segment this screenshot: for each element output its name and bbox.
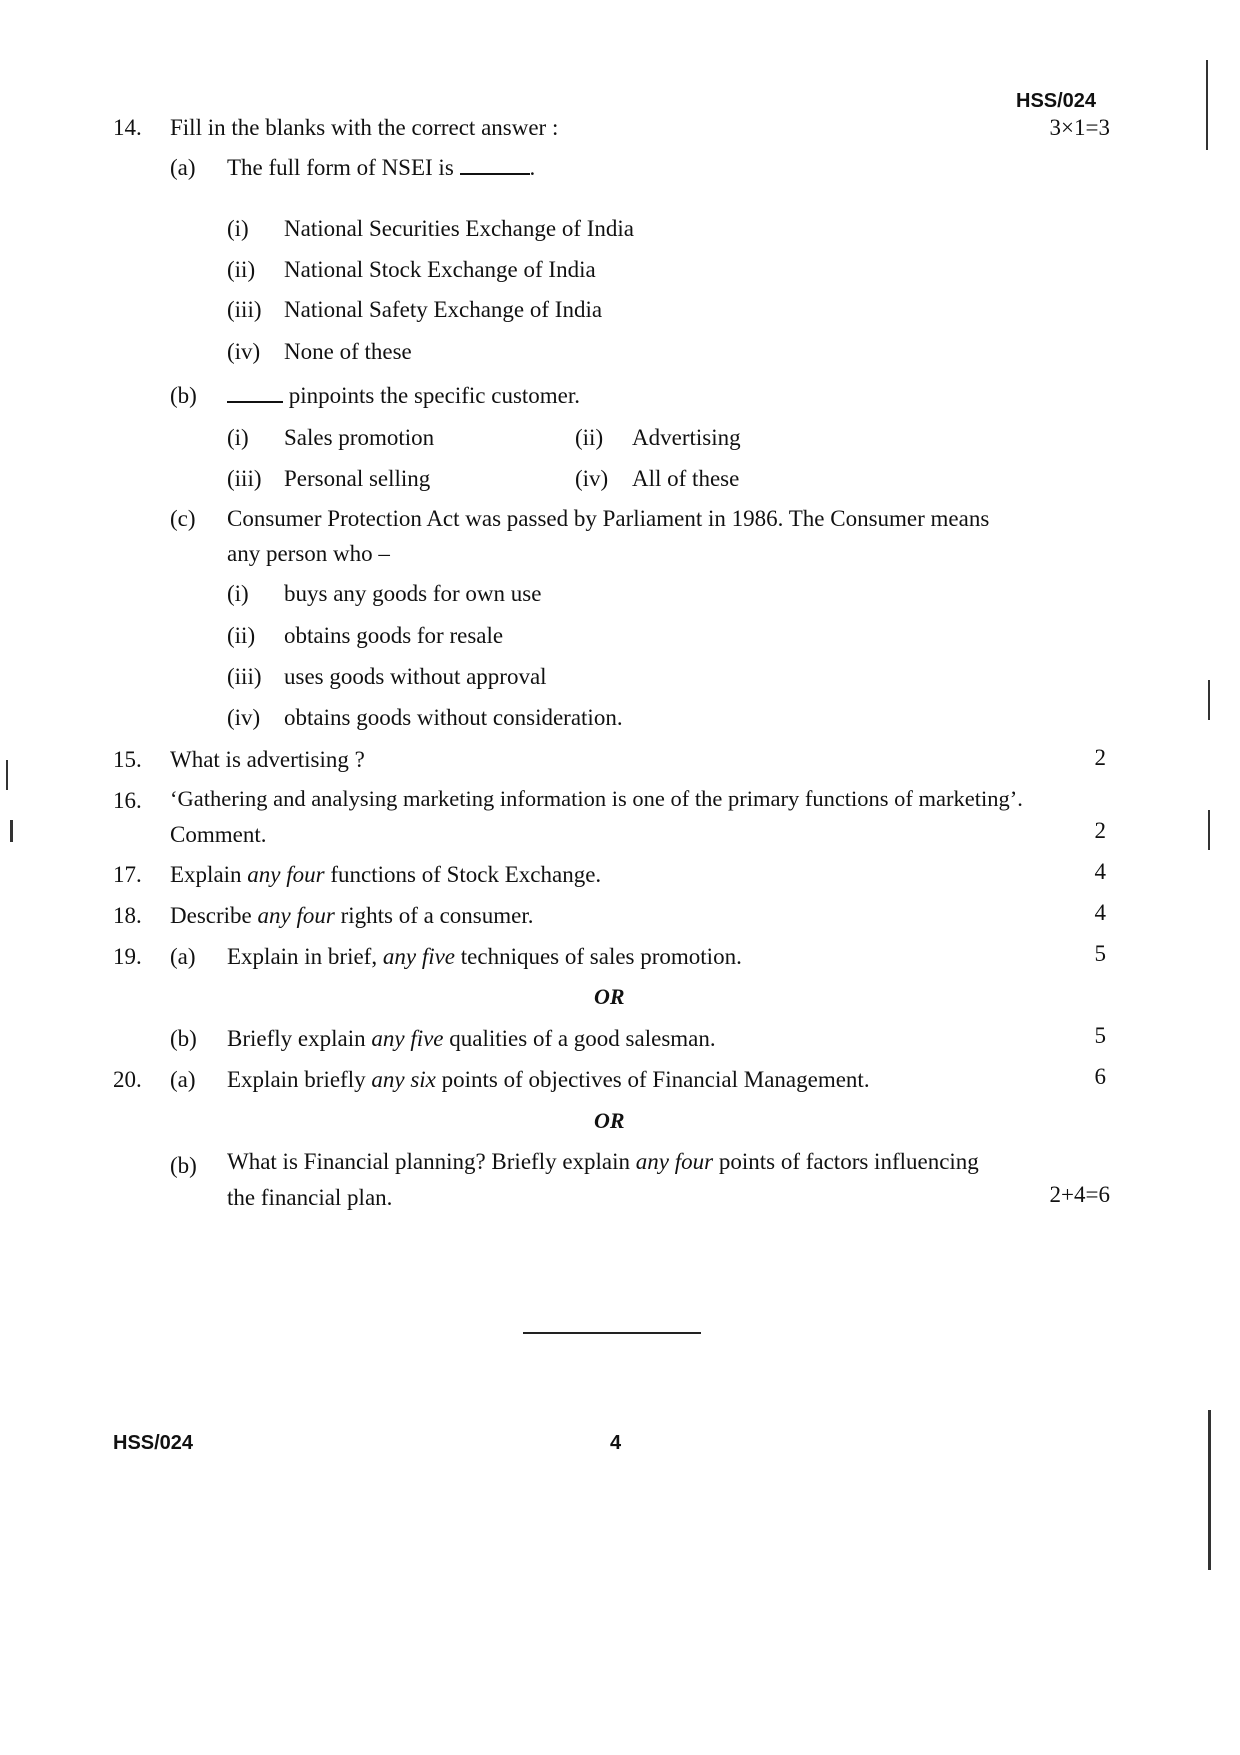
q18-marks: 4 <box>1094 900 1106 925</box>
q20b-text-em: any four <box>635 1149 714 1174</box>
q14c-line2: any person who – <box>227 541 390 566</box>
q14b-opt1-text: Sales promotion <box>284 425 435 450</box>
q19a-text-post: techniques of sales promotion. <box>460 944 742 969</box>
q17-marks: 4 <box>1094 859 1106 884</box>
q14a-opt2-text: National Stock Exchange of India <box>284 257 596 282</box>
q14c-opt1-text: buys any goods for own use <box>284 581 542 606</box>
q15-text: What is advertising ? <box>170 747 365 772</box>
q14c-label: (c) <box>170 506 196 531</box>
q14a-opt4-text: None of these <box>284 339 412 364</box>
q14a-text-after: . <box>529 155 536 180</box>
q14b-label: (b) <box>170 383 197 408</box>
header-paper-code: HSS/024 <box>1016 90 1097 112</box>
q19-number: 19. <box>113 944 142 969</box>
q20b-label: (b) <box>170 1153 197 1178</box>
q19a-marks: 5 <box>1094 941 1106 966</box>
q14a-label: (a) <box>170 155 196 180</box>
q18-number: 18. <box>113 903 142 928</box>
q14c-opt3-text: uses goods without approval <box>284 664 547 689</box>
q14c-opt2-text: obtains goods for resale <box>284 623 504 648</box>
q19b-marks: 5 <box>1094 1023 1106 1048</box>
end-rule <box>523 1332 701 1334</box>
q20b-marks: 2+4=6 <box>1049 1182 1110 1207</box>
q17-text-em: any four <box>247 862 325 887</box>
q17-number: 17. <box>113 862 142 887</box>
q20a-marks: 6 <box>1094 1064 1106 1089</box>
q14c-opt1-label: (i) <box>227 581 249 606</box>
q19a-text-pre: Explain in brief, <box>227 944 378 969</box>
page-number: 4 <box>610 1432 622 1454</box>
q14c-line1: Consumer Protection Act was passed by Parliament in 1986. The Consumer means <box>227 506 990 531</box>
q14c-opt3-label: (iii) <box>227 664 262 689</box>
scan-edge-mark <box>1208 810 1210 850</box>
q19-or: OR <box>594 984 625 1009</box>
q16-line1: ‘Gathering and analysing marketing information is one of the primary functions of marketing’. <box>170 786 1023 811</box>
q16-line2: Comment. <box>170 822 267 847</box>
q17-text-pre: Explain <box>170 862 242 887</box>
q19b-label: (b) <box>170 1026 197 1051</box>
q19b-text-post: qualities of a good salesman. <box>449 1026 716 1051</box>
q14b-opt1-label: (i) <box>227 425 249 450</box>
q17-text <box>170 860 601 890</box>
q14a-opt2-label: (ii) <box>227 257 256 282</box>
footer-paper-code: HSS/024 <box>113 1432 194 1454</box>
q14-marks: 3×1=3 <box>1049 115 1110 140</box>
q14a-opt4-label: (iv) <box>227 339 261 364</box>
scan-edge-mark <box>1208 1410 1211 1570</box>
q20-or: OR <box>594 1108 625 1133</box>
q14c-opt2-label: (ii) <box>227 623 256 648</box>
q14b-text <box>227 381 580 411</box>
q14-text: Fill in the blanks with the correct answer : <box>170 115 559 140</box>
q20a-text-post: points of objectives of Financial Management. <box>441 1067 870 1092</box>
q18-text <box>170 901 533 931</box>
q14b-opt4-text: All of these <box>632 466 740 491</box>
q14b-text-body: pinpoints the specific customer. <box>288 383 581 408</box>
q20a-text <box>227 1065 870 1095</box>
q15-marks: 2 <box>1094 745 1106 770</box>
q16-marks: 2 <box>1094 818 1106 843</box>
q14a-blank <box>460 153 530 175</box>
q14c-opt4-text: obtains goods without consideration. <box>284 705 623 730</box>
q19a-text <box>227 942 742 972</box>
q14b-opt2-text: Advertising <box>632 425 741 450</box>
q20b-text-pre: What is Financial planning? Briefly explain <box>227 1149 631 1174</box>
q19b-text-pre: Briefly explain <box>227 1026 366 1051</box>
q20-number: 20. <box>113 1067 142 1092</box>
q14b-opt3-label: (iii) <box>227 466 262 491</box>
q19b-text-em: any five <box>371 1026 444 1051</box>
q15-number: 15. <box>113 747 142 772</box>
q14a-opt3-text: National Safety Exchange of India <box>284 297 603 322</box>
q17-text-post: functions of Stock Exchange. <box>330 862 602 887</box>
q14b-blank <box>227 381 283 403</box>
q20a-text-em: any six <box>371 1067 436 1092</box>
q14-number: 14. <box>113 115 142 140</box>
q20a-text-pre: Explain briefly <box>227 1067 366 1092</box>
q14a-opt3-label: (iii) <box>227 297 262 322</box>
q18-text-pre: Describe <box>170 903 252 928</box>
q14c-opt4-label: (iv) <box>227 705 261 730</box>
scan-edge-mark <box>10 820 13 842</box>
scan-edge-mark <box>1206 60 1208 150</box>
q20b-line2: the financial plan. <box>227 1185 393 1210</box>
q19a-label: (a) <box>170 944 196 969</box>
q20b-text-post: points of factors influencing <box>718 1149 979 1174</box>
q20b-line1 <box>227 1147 979 1177</box>
q20a-label: (a) <box>170 1067 196 1092</box>
q18-text-post: rights of a consumer. <box>340 903 534 928</box>
q14a-text <box>227 153 535 183</box>
q14b-opt2-label: (ii) <box>575 425 604 450</box>
scan-edge-mark <box>1208 680 1210 720</box>
q19a-text-em: any five <box>382 944 456 969</box>
q14b-opt4-label: (iv) <box>575 466 609 491</box>
q14b-opt3-text: Personal selling <box>284 466 431 491</box>
q14a-opt1-label: (i) <box>227 216 249 241</box>
q18-text-em: any four <box>257 903 335 928</box>
q14a-opt1-text: National Securities Exchange of India <box>284 216 634 241</box>
q16-number: 16. <box>113 788 142 813</box>
scan-edge-mark <box>6 760 8 790</box>
q14a-text-before: The full form of NSEI is <box>227 155 454 180</box>
q19b-text <box>227 1024 716 1054</box>
